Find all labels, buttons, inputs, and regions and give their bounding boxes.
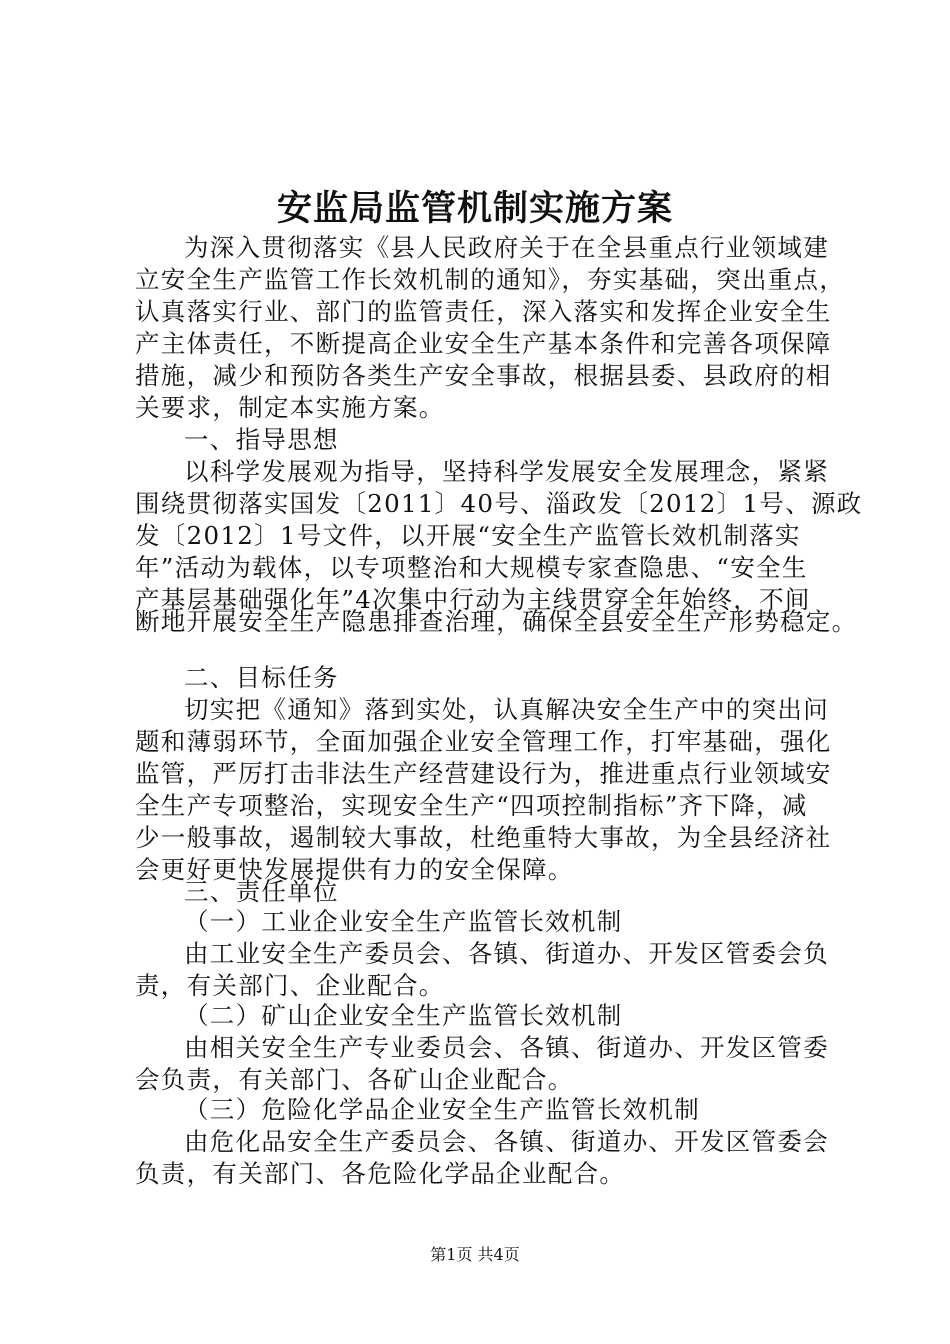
document-title: 安监局监管机制实施方案 <box>276 188 673 229</box>
paragraph-line: 年”活动为载体，以专项整治和大规模专家查隐患、“安全生 <box>135 553 808 582</box>
paragraph-line: 围绕贯彻落实国发〔2011〕40号、淄政发〔2012〕1号、源政 <box>135 489 863 518</box>
paragraph-line: 发〔2012〕1号文件，以开展“安全生产监管长效机制落实 <box>135 521 801 550</box>
paragraph-line: 负责，有关部门、各危险化学品企业配合。 <box>135 1159 626 1188</box>
paragraph-line: 产主体责任，不断提高企业安全生产基本条件和完善各项保障 <box>135 329 832 358</box>
paragraph-line: 会负责，有关部门、各矿山企业配合。 <box>135 1065 574 1094</box>
paragraph-line: 题和薄弱环节，全面加强企业安全管理工作，打牢基础，强化 <box>135 727 832 756</box>
paragraph-line: 少一般事故，遏制较大事故，杜绝重特大事故，为全县经济社 <box>135 823 832 852</box>
paragraph-line: 断地开展安全生产隐患排查治理，确保全县安全生产形势稳定。 <box>135 607 858 636</box>
paragraph-line: 责，有关部门、企业配合。 <box>135 971 445 1000</box>
paragraph-line: 认真落实行业、部门的监管责任，深入落实和发挥企业安全生 <box>135 297 832 326</box>
subsection-heading: （三）危险化学品企业安全生产监管长效机制 <box>184 1095 700 1124</box>
paragraph-line: 全生产专项整治，实现安全生产“四项控制指标”齐下降，减 <box>135 791 808 820</box>
paragraph-line: 会更好更快发展提供有力的安全保障。 <box>135 855 574 884</box>
page-footer: 第1页 共4页 <box>430 1245 520 1264</box>
paragraph-line: 以科学发展观为指导，坚持科学发展安全发展理念，紧紧 <box>184 457 829 486</box>
paragraph-line: 关要求，制定本实施方案。 <box>135 393 445 422</box>
paragraph-line: 为深入贯彻落实《县人民政府关于在全县重点行业领域建 <box>184 233 829 262</box>
subsection-heading: （二）矿山企业安全生产监管长效机制 <box>184 1001 623 1030</box>
paragraph-line: 由危化品安全生产委员会、各镇、街道办、开发区管委会 <box>184 1127 829 1156</box>
paragraph-line: 由相关安全生产专业委员会、各镇、街道办、开发区管委 <box>184 1033 829 1062</box>
section-heading: 三、责任单位 <box>184 877 339 906</box>
paragraph-line: 监管，严厉打击非法生产经营建设行为，推进重点行业领域安 <box>135 759 832 788</box>
section-heading: 一、指导思想 <box>184 425 339 454</box>
section-heading: 二、目标任务 <box>184 663 339 692</box>
subsection-heading: （一）工业企业安全生产监管长效机制 <box>184 907 623 936</box>
paragraph-line: 措施，减少和预防各类生产安全事故，根据县委、县政府的相 <box>135 361 832 390</box>
paragraph-line: 产基层基础强化年”4次集中行动为主线贯穿全年始终，不间 <box>135 585 811 614</box>
paragraph-line: 立安全生产监管工作长效机制的通知》，夯实基础，突出重点， <box>135 265 846 294</box>
paragraph-line: 由工业安全生产委员会、各镇、街道办、开发区管委会负 <box>184 939 829 968</box>
paragraph-line: 切实把《通知》落到实处，认真解决安全生产中的突出问 <box>184 695 829 724</box>
